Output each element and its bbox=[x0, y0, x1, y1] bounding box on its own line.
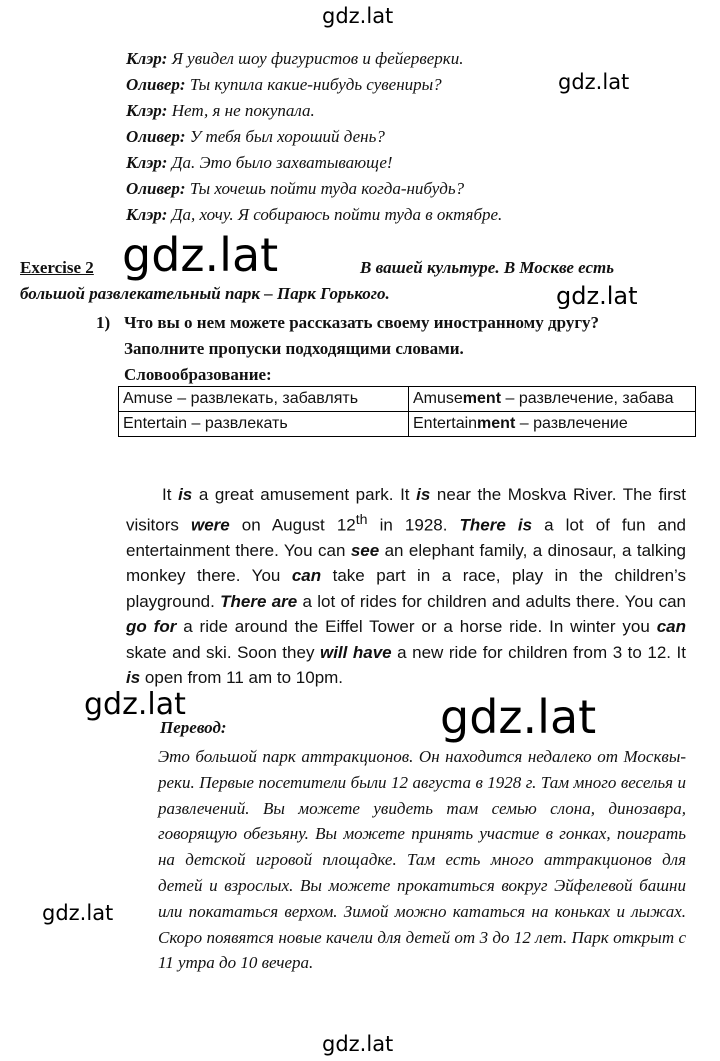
text-run: It bbox=[162, 485, 179, 504]
text-run: in 1928. bbox=[367, 515, 460, 535]
table-cell bbox=[409, 412, 696, 437]
line-text: Я увидел шоу фигуристов и фейерверки. bbox=[171, 49, 464, 68]
text-run: a great amusement park. It bbox=[192, 485, 417, 504]
answer-word: is bbox=[416, 485, 431, 504]
speaker: Оливер: bbox=[126, 127, 186, 146]
speaker: Клэр: bbox=[126, 205, 168, 224]
answer-word: see bbox=[350, 540, 380, 560]
line-text: Нет, я не покупала. bbox=[171, 101, 315, 120]
dialogue-line bbox=[126, 46, 502, 72]
speaker: Клэр: bbox=[126, 49, 168, 68]
line-text: У тебя был хороший день? bbox=[189, 127, 385, 146]
text-run: a ride around the Eiffel Tower or a horse ride. In winter you bbox=[176, 617, 657, 637]
stem: Entertain bbox=[413, 415, 478, 432]
table-row bbox=[119, 387, 696, 412]
text-run: a lot of fun and entertainment there. You can bbox=[126, 515, 686, 560]
table-cell: Amuse – развлекать, забавлять bbox=[119, 387, 409, 412]
translation-text: Это большой парк аттракционов. Он находится недалеко от Москвы-реки. Первые посетители были 12 августа в 1928 г. Там много веселья и развлечений. Вы можете увидеть там семью слона, динозавра, говорящую обезьяну. Вы можете принять участие в гонках, поиграть на детской игровой площадке. Там есть много аттракционов для детей и взрослых. Вы можете прокатиться вокруг Эйфелевой башни или покататься верхом. Зимой можно кататься на коньках и лыжах. Скоро появятся новые качели для детей от 3 до 12 лет. Парк открыт с 11 утра до 10 вечера. bbox=[158, 747, 686, 973]
answer-word: go for bbox=[126, 617, 177, 637]
dialogue-line bbox=[126, 150, 502, 176]
exercise-header bbox=[20, 258, 686, 278]
speaker: Клэр: bbox=[126, 101, 168, 120]
word-formation-table bbox=[118, 386, 696, 437]
watermark-top: gdz.lat bbox=[322, 4, 394, 28]
watermark-left-low: gdz.lat bbox=[42, 901, 114, 925]
suffix: ment bbox=[462, 390, 502, 407]
watermark-right-mid: gdz.lat bbox=[556, 282, 638, 310]
line-text: Да. Это было захватывающе! bbox=[171, 153, 393, 172]
text-run: on August 12 bbox=[229, 515, 356, 535]
watermark-bottom: gdz.lat bbox=[322, 1032, 394, 1056]
line-text: Ты хочешь пойти туда когда-нибудь? bbox=[189, 179, 465, 198]
word-formation-title: Словообразование: bbox=[124, 365, 272, 384]
answer-word: can bbox=[291, 566, 322, 586]
watermark-left-mid: gdz.lat bbox=[84, 687, 186, 722]
stem: Amuse bbox=[413, 390, 463, 407]
answer-word: were bbox=[190, 515, 230, 535]
question-number: 1) bbox=[96, 313, 111, 332]
speaker: Оливер: bbox=[126, 179, 186, 198]
speaker: Оливер: bbox=[126, 75, 186, 94]
text-run: skate and ski. Soon they bbox=[126, 642, 320, 662]
speaker: Клэр: bbox=[126, 153, 168, 172]
watermark-large-mid: gdz.lat bbox=[440, 690, 597, 744]
table-cell bbox=[409, 387, 696, 412]
dialogue-line bbox=[126, 124, 502, 150]
text-run: a lot of rides for children and adults there. You can bbox=[297, 591, 686, 611]
answer-word: There are bbox=[220, 591, 298, 611]
table-row bbox=[119, 412, 696, 437]
answer-paragraph bbox=[126, 482, 686, 691]
text-run: an elephant family, a dinosaur, a talking monkey there. You bbox=[126, 540, 686, 586]
text-run: take part in a race, play in the children’s playground. bbox=[126, 566, 686, 611]
dialogue-line bbox=[126, 176, 502, 202]
question-block bbox=[96, 310, 599, 388]
dialogue-line bbox=[126, 98, 502, 124]
meaning: – развлечение, забава bbox=[501, 390, 674, 407]
answer-word: will have bbox=[319, 642, 392, 662]
text-run: a new ride for children from 3 to 12. It bbox=[391, 642, 686, 662]
answer-word: is bbox=[178, 485, 193, 504]
exercise-title-line2: большой развлекательный парк – Парк Горького. bbox=[20, 284, 390, 303]
superscript: th bbox=[355, 511, 368, 528]
question-line2: Заполните пропуски подходящими словами. bbox=[124, 339, 464, 358]
answer-word: can bbox=[656, 617, 687, 637]
text-run: near the Moskva River. The first visitors bbox=[126, 485, 686, 535]
question-line1: Что вы о нем можете рассказать своему иностранному другу? bbox=[124, 313, 600, 332]
exercise-label: Exercise 2 bbox=[20, 258, 94, 277]
line-text: Да, хочу. Я собираюсь пойти туда в октябре. bbox=[171, 205, 503, 224]
watermark-right-top: gdz.lat bbox=[558, 70, 630, 94]
dialogue-line bbox=[126, 202, 502, 228]
dialogue-line bbox=[126, 72, 502, 98]
dialogue bbox=[126, 46, 502, 228]
translation-title: Перевод: bbox=[160, 718, 227, 737]
meaning: – развлечение bbox=[515, 415, 628, 432]
suffix: ment bbox=[477, 415, 516, 432]
text-run: open from 11 am to 10pm. bbox=[140, 668, 344, 688]
answer-word: There is bbox=[459, 515, 533, 535]
line-text: Ты купила какие-нибудь сувениры? bbox=[189, 75, 442, 94]
exercise-title-line1: В вашей культуре. В Москве есть bbox=[360, 258, 615, 277]
watermark-large-header: gdz.lat bbox=[122, 228, 279, 282]
answer-word: is bbox=[126, 668, 141, 688]
table-cell: Entertain – развлекать bbox=[119, 412, 409, 437]
